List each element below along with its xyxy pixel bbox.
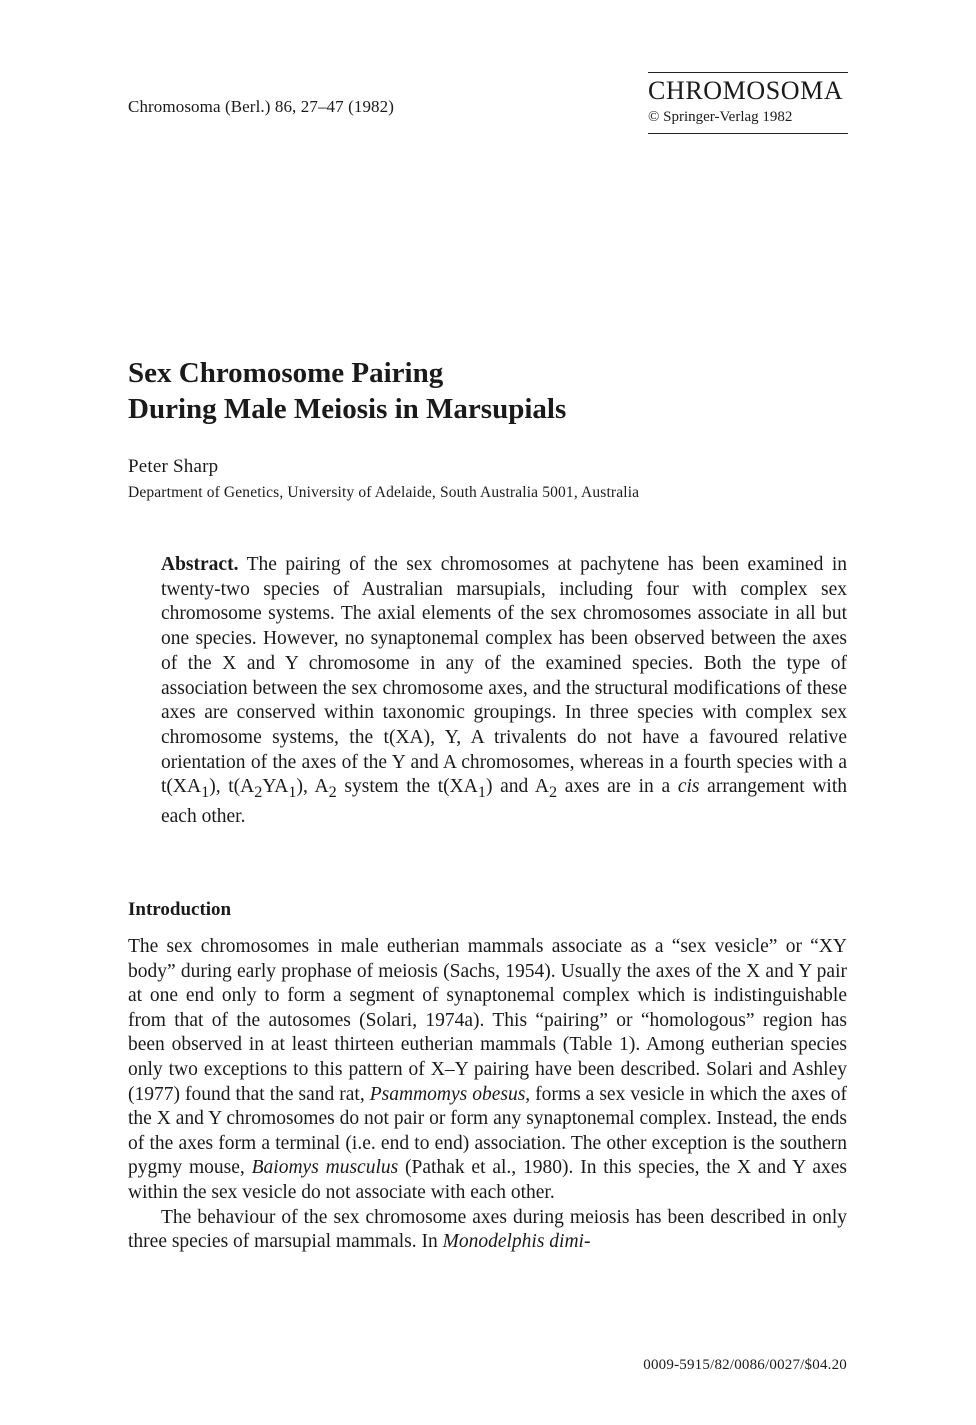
subscript: 2 [549, 783, 558, 802]
species-name: Baiomys musculus [251, 1157, 399, 1179]
title-line-1: Sex Chromosome Pairing [128, 357, 444, 389]
copyright-notice: © Springer-Verlag 1982 [648, 109, 793, 125]
abstract [161, 553, 847, 830]
journal-citation: Chromosoma (Berl.) 86, 27–47 (1982) [128, 97, 395, 116]
paragraph-text: The sex chromosomes in male eutherian mammals associate as a “sex vesicle” or “XY body” during early prophase of meiosis (Sachs, 1954). Usually the axes of the X and Y pair at one end only to form a segment of synaptonemal complex which is indistinguishable from that of the autosomes (Solari, 1974a). This “pairing” or “homologous” region has been observed in at least thirteen eutherian mammals (Table 1). Among eutherian species only two exceptions to this pattern of X–Y pairing have been described. Solari and Ashley (1977) found that the sand rat, [128, 936, 847, 1105]
paragraph-text: (Pathak et al., 1980). In this species, the X and Y axes within the sex vesicle do not associate with each other. [128, 1157, 847, 1203]
introduction-heading: Introduction [128, 899, 232, 920]
masthead-bottom-rule [648, 133, 848, 134]
subscript: 2 [328, 783, 337, 802]
introduction-paragraph-2 [128, 1206, 847, 1255]
abstract-text: system the t(XA [336, 776, 478, 798]
title-line-2: During Male Meiosis in Marsupials [128, 393, 567, 425]
masthead-top-rule [648, 72, 848, 73]
abstract-text: ), t(A [209, 776, 255, 798]
species-name: Monodelphis dimi- [442, 1231, 591, 1253]
paragraph-text: The behaviour of the sex chromosome axes during meiosis has been described in only three species of marsupial mammals. In [128, 1206, 847, 1253]
subscript: 1 [288, 783, 297, 802]
journal-masthead [648, 72, 848, 134]
article-title [128, 355, 566, 427]
journal-name: CHROMOSOMA [648, 76, 844, 105]
species-name: Psammomys obesus, [369, 1083, 531, 1105]
subscript: 1 [477, 783, 486, 802]
abstract-text: ), A [296, 776, 329, 798]
subscript: 1 [201, 783, 210, 802]
author-affiliation: Department of Genetics, University of Adelaide, South Australia 5001, Australia [128, 484, 640, 501]
author-name: Peter Sharp [128, 456, 219, 477]
abstract-text: arrangement with each other. [161, 776, 847, 827]
introduction-body [128, 935, 847, 1255]
abstract-text: ) and A [485, 776, 549, 798]
abstract-text: YA [262, 776, 289, 798]
abstract-label: Abstract. [161, 554, 239, 575]
abstract-italic: cis [677, 776, 700, 798]
abstract-text: axes are in a [557, 776, 678, 798]
abstract-text: The pairing of the sex chromosomes at pachytene has been examined in twenty-two species of Australian marsupials, including four with complex sex chromosome systems. The axial elements of the sex chromosomes associate in all but one species. However, no synaptonemal complex has been observed between the axes of the X and Y chromosome in any of the examined species. Both the type of association between the sex chromosome axes, and the structural modifications of these axes are conserved within taxonomic groupings. In three species with complex sex chromosome systems, the t(XA), Y, A trivalents do not have a favoured relative orientation of the axes of the Y and A chromosomes, whereas in a fourth species with a t(XA [161, 554, 847, 798]
subscript: 2 [254, 783, 263, 802]
article-code: 0009-5915/82/0086/0027/$04.20 [643, 1357, 847, 1373]
paragraph-text: forms a sex vesicle in which the axes of the X and Y chromosomes do not pair or form any synaptonemal complex. Instead, the ends of the axes form a terminal (i.e. end to end) association. The other exception is the southern pygmy mouse, [128, 1083, 847, 1179]
introduction-paragraph-1 [128, 935, 847, 1206]
